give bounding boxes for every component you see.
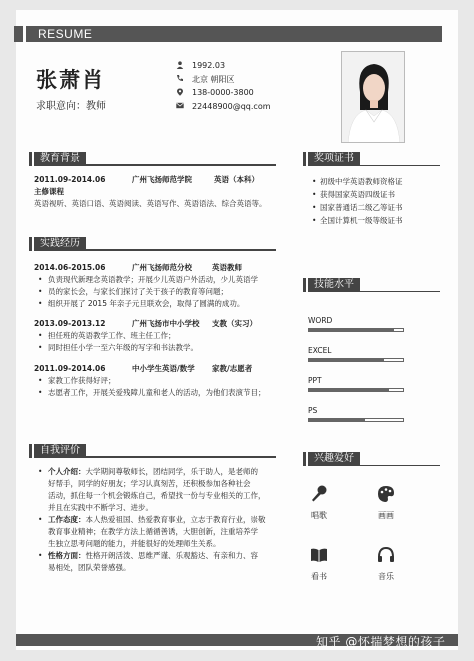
hobbies-section bbox=[308, 452, 440, 466]
header-bar-notch bbox=[14, 26, 23, 42]
resume-label: RESUME bbox=[38, 27, 93, 41]
location-pin-icon bbox=[176, 88, 192, 98]
skill-word: WORD bbox=[308, 316, 440, 332]
section-header bbox=[34, 444, 276, 458]
contact-location: 北京 朝阳区 bbox=[176, 73, 271, 87]
palette-icon bbox=[376, 484, 396, 504]
list-item: • 性格方面：性格开朗活泼、思维严谨、乐观豁达、有亲和力、容 易相处，团队荣誉感强。 bbox=[34, 550, 276, 574]
job-intent: 求职意向：教师 bbox=[36, 101, 106, 112]
list-item: • 初级中学英语教师资格证 bbox=[308, 175, 440, 188]
list-item: • 获得国家英语四级证书 bbox=[308, 188, 440, 201]
hobby-music: 音乐 bbox=[366, 545, 406, 582]
email-icon bbox=[176, 102, 192, 111]
list-item: • 工作态度：本人热爱祖国、热爱教育事业，立志于教育行业，崇敬 教育事业精神；在教学方法上循循善诱，大胆创新，注重培养学 生独立思考问题的能力，并能很好的处理师生关系。 bbox=[34, 514, 276, 550]
list-item: • 国家普通话二级乙等证书 bbox=[308, 201, 440, 214]
hobby-reading: 看书 bbox=[299, 545, 339, 582]
contact-phone: 138-0000-3800 bbox=[176, 86, 271, 100]
contact-info bbox=[176, 59, 271, 113]
section-title: 自我评价 bbox=[34, 444, 86, 458]
section-title: 兴趣爱好 bbox=[308, 452, 360, 466]
hobby-singing: 唱歌 bbox=[299, 484, 339, 521]
section-header bbox=[34, 237, 276, 251]
section-header bbox=[308, 152, 440, 166]
phone-handset-icon bbox=[176, 74, 192, 84]
list-item: • 志愿者工作，开展关爱残障儿童和老人的活动，为他们表演节目； bbox=[34, 387, 276, 399]
list-item: • 负责现代新理念英语教学；开展少儿英语户外活动，少儿英语学 bbox=[34, 274, 276, 286]
section-header bbox=[308, 452, 440, 466]
contact-birth: 1992.03 bbox=[176, 59, 271, 73]
section-header bbox=[308, 278, 440, 292]
contact-email[interactable]: 22448900@qq.com bbox=[176, 100, 271, 114]
experience-section bbox=[34, 237, 276, 399]
list-item: • 员的家长会，与家长们探讨了关于孩子的教育等问题； bbox=[34, 286, 276, 298]
book-icon bbox=[309, 545, 329, 565]
certificates-section bbox=[308, 152, 440, 227]
skill-bar bbox=[308, 358, 404, 362]
headphones-icon bbox=[376, 545, 396, 565]
list-item: • 家教工作获得好评； bbox=[34, 375, 276, 387]
section-title: 技能水平 bbox=[308, 278, 360, 292]
skill-excel: EXCEL bbox=[308, 346, 440, 362]
list-item: • 同时担任小学一至六年级的写字和书法教学。 bbox=[34, 342, 276, 354]
skills-section bbox=[308, 278, 440, 436]
section-title: 奖项证书 bbox=[308, 152, 360, 166]
job-entry: 2013.09-2013.12 广州飞扬市中小学校 支教（实习） • 担任班的英语教学工作、班主任工作； • 同时担任小学一至六年级的写字和书法教学。 bbox=[34, 318, 276, 354]
profile-photo bbox=[341, 51, 405, 143]
skill-bar bbox=[308, 418, 404, 422]
skill-ps: PS bbox=[308, 406, 440, 422]
candidate-name: 张萧肖 bbox=[36, 68, 105, 92]
watermark: 知乎 @怀揣梦想的孩子 bbox=[316, 635, 446, 649]
list-item: • 全国计算机一级等级证书 bbox=[308, 214, 440, 227]
skill-bar bbox=[308, 388, 404, 392]
education-section: 教育背景 2011.09-2014.06 广州飞扬师范学院 英语（本科） 主修课程 英语视听、英语口语、英语阅读、英语写作、英语语法、综合英语等。 bbox=[34, 152, 276, 210]
list-item: • 个人介绍：大学期间尊敬师长，团结同学，乐于助人，是老师的 好帮手，同学的好朋友；学习认真刻苦，还积极参加各种社会 活动，抓住每一个机会锻炼自己，希望找一份与专业相关的工作， 并且在实践中不断学习、进步。 bbox=[34, 466, 276, 514]
education-row: 2011.09-2014.06 广州飞扬师范学院 英语（本科） bbox=[34, 175, 259, 184]
job-entry: 2011.09-2014.06 中小学生英语/数学 家教/志愿者 • 家教工作获得好评； • 志愿者工作，开展关爱残障儿童和老人的活动，为他们表演节目； bbox=[34, 363, 276, 399]
list-item: • 组织开展了 2015 年亲子元旦联欢会，取得了圆满的成功。 bbox=[34, 298, 276, 310]
skill-bar bbox=[308, 328, 404, 332]
section-header bbox=[34, 152, 276, 166]
skill-ppt: PPT bbox=[308, 376, 440, 392]
list-item: • 担任班的英语教学工作、班主任工作； bbox=[34, 330, 276, 342]
job-entry: 2014.06-2015.06 广州飞扬师范分校 英语教师 • 负责现代新理念英语教学；开展少儿英语户外活动，少儿英语学 • 员的家长会，与家长们探讨了关于孩子的教育等问题； • 组织开展了 2015 年亲子元旦联欢会，取得了圆满的成功。 bbox=[34, 262, 276, 310]
self-evaluation-section bbox=[34, 444, 276, 574]
person-icon bbox=[176, 61, 192, 71]
section-title: 教育背景 bbox=[34, 152, 86, 166]
section-title: 实践经历 bbox=[34, 237, 86, 251]
hobby-painting: 画画 bbox=[366, 484, 406, 521]
microphone-icon bbox=[309, 484, 329, 504]
